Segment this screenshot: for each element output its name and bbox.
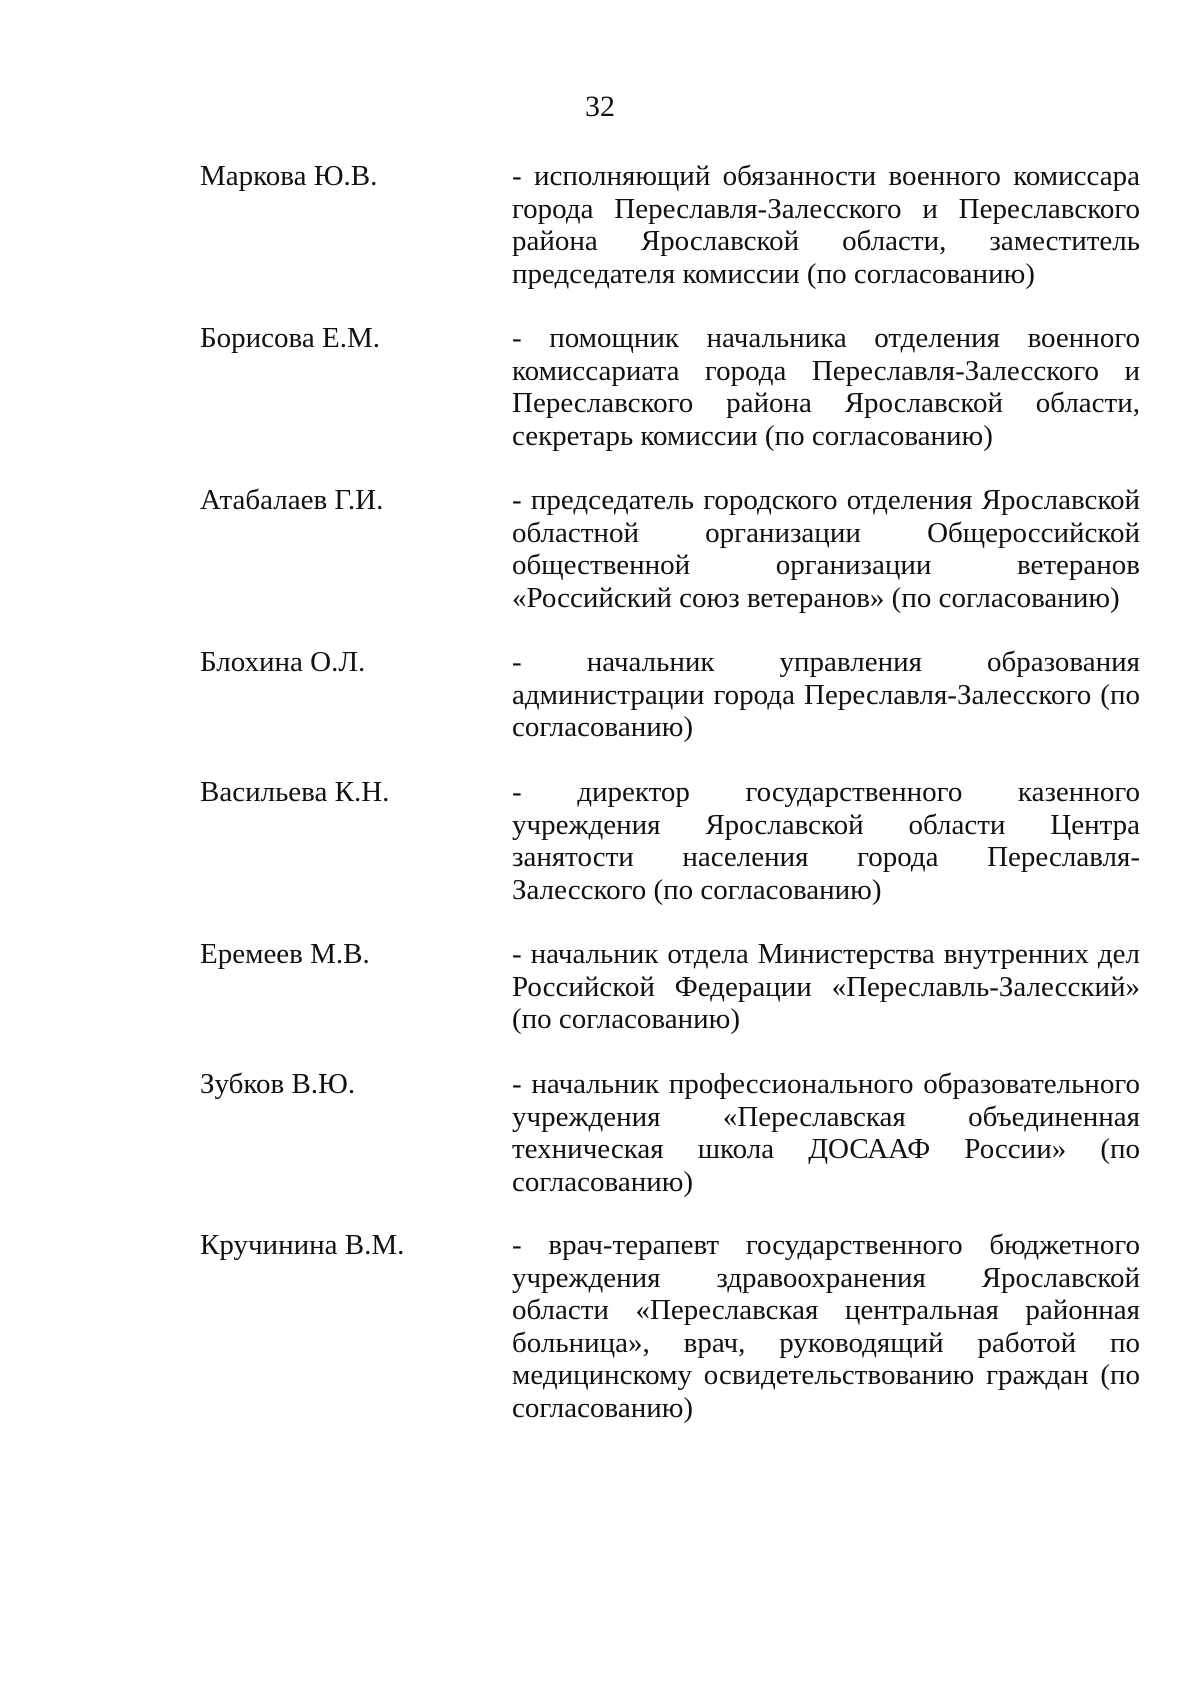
page-number: 32 [585,90,615,123]
member-role: - начальник отдела Министерства внутренних дел Российской Федерации «Переславль-Залесский» (по согласованию) [512,938,1140,1035]
member-role: - председатель городского отделения Ярославской областной организации Общероссийской общественной организации ветеранов «Российский союз ветеранов» (по согласованию) [512,484,1140,614]
member-name: Атабалаев Г.И. [200,484,384,516]
member-role: - начальник управления образования администрации города Переславля-Залесского (по согласованию) [512,646,1140,743]
member-role: - директор государственного казенного учреждения Ярославской области Центра занятости населения города Переславля-Залесского (по согласованию) [512,776,1140,906]
member-name: Еремеев М.В. [200,938,370,970]
member-role: - врач-терапевт государственного бюджетного учреждения здравоохранения Ярославской области «Переславская центральная районная больница», врач, руководящий работой по медицинскому освидетельствованию граждан (по согласованию) [512,1229,1140,1424]
member-role: - помощник начальника отделения военного комиссариата города Переславля-Залесского и Переславского района Ярославской области, секретарь комиссии (по согласованию) [512,322,1140,452]
member-name: Кручинина В.М. [200,1229,405,1261]
member-role: - начальник профессионального образовательного учреждения «Переславская объединенная техническая школа ДОСААФ России» (по согласованию) [512,1068,1140,1198]
member-name: Блохина О.Л. [200,646,366,678]
member-name: Васильева К.Н. [200,776,390,808]
member-role: - исполняющий обязанности военного комиссара города Переславля-Залесского и Переславского района Ярославской области, заместитель председателя комиссии (по согласованию) [512,160,1140,290]
member-name: Борисова Е.М. [200,322,380,354]
member-name: Зубков В.Ю. [200,1068,356,1100]
member-name: Маркова Ю.В. [200,160,378,192]
